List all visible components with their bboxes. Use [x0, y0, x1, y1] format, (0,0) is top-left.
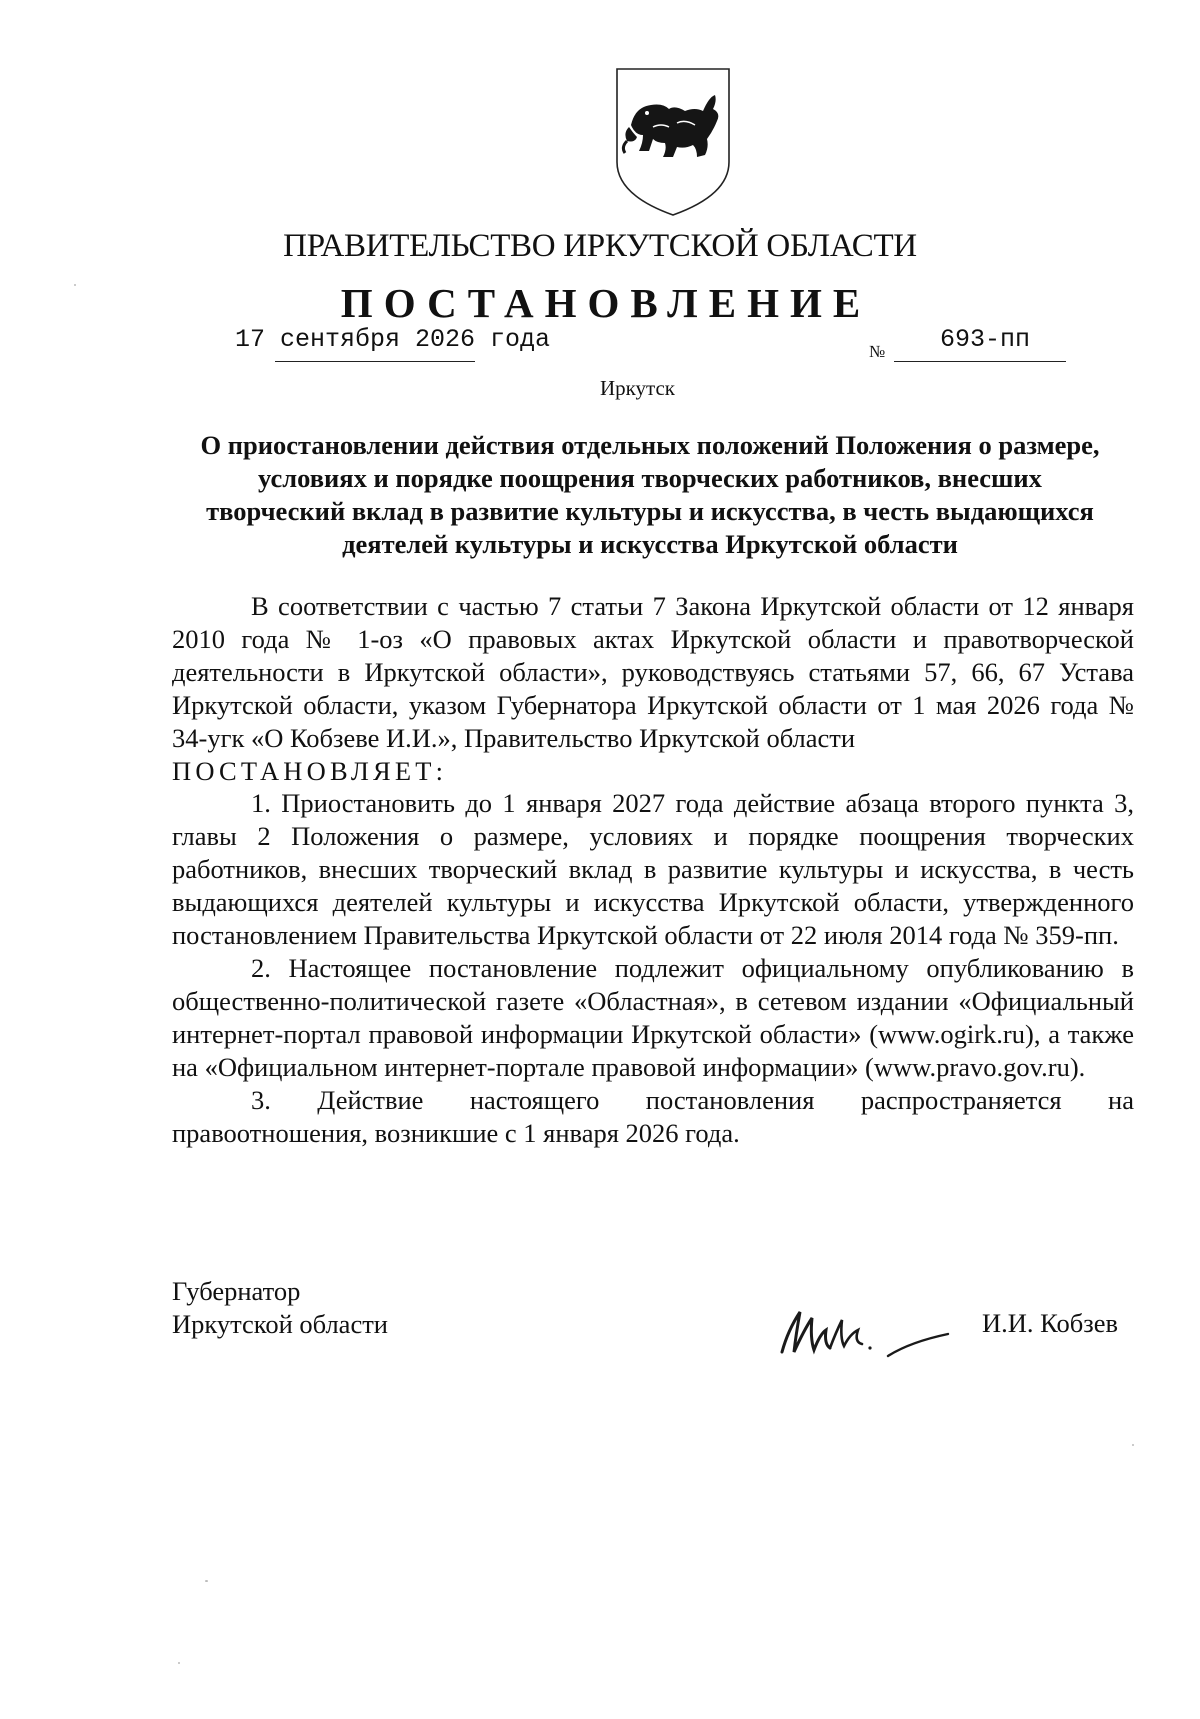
heading-line: условиях и порядке поощрения творческих работников, внесших	[258, 463, 1042, 493]
item-2-paragraph: 2. Настоящее постановление подлежит официальному опубликованию в общественно-политической газете «Областная», в сетевом издании «Официальный интернет-портал правовой информации Иркутской области» (www.ogirk.ru), а также на «Официальном интернет-портале правовой информации» (www.pravo.gov.ru).	[172, 952, 1134, 1082]
city-name: Иркутск	[599, 376, 676, 400]
decree-body	[172, 590, 1134, 1149]
preamble-paragraph: В соответствии с частью 7 статьи 7 Закона Иркутской области от 12 января 2010 года № 1-оз «О правовых актах Иркутской области и правотворческой деятельности в Иркутской области», руководствуясь статьями 57, 66, 67 Устава Иркутской области, указом Губернатора Иркутской области от 1 мая 2026 года № 34-угк «О Кобзеве И.И.», Правительство Иркутской области	[172, 591, 1134, 753]
scan-speck	[178, 1662, 180, 1664]
number-label: №	[869, 342, 886, 361]
decree-number: 693-пп	[940, 325, 1031, 354]
heading-line: деятелей культуры и искусства Иркутской области	[342, 529, 958, 559]
signatory-name: И.И. Кобзев	[982, 1308, 1118, 1338]
heading-line: творческий вклад в развитие культуры и искусства, в честь выдающихся	[206, 496, 1094, 526]
decree-date: 17 сентября 2026 года	[235, 325, 551, 354]
item-3-paragraph: 3. Действие настоящего постановления распространяется на правоотношения, возникшие с 1 января 2026 года.	[172, 1084, 1134, 1148]
decree-verb: ПОСТАНОВЛЯЕТ:	[172, 755, 448, 786]
scan-speck	[1132, 1444, 1134, 1446]
coat-of-arms-icon	[613, 67, 733, 217]
document-type-title: ПОСТАНОВЛЕНИЕ	[340, 280, 872, 326]
scan-speck	[205, 1580, 208, 1582]
scan-speck	[74, 284, 76, 286]
government-title: ПРАВИТЕЛЬСТВО ИРКУТСКОЙ ОБЛАСТИ	[283, 228, 917, 264]
position-line: Иркутской области	[172, 1309, 388, 1339]
handwritten-signature	[770, 1290, 970, 1370]
date-underline	[275, 361, 475, 362]
number-underline	[894, 361, 1066, 362]
heading-line: О приостановлении действия отдельных положений Положения о размере,	[200, 430, 1100, 460]
item-1-paragraph: 1. Приостановить до 1 января 2027 года действие абзаца второго пункта 3, главы 2 Положения о размере, условиях и порядке поощрения творческих работников, внесших творческий вклад в развитие культуры и искусства, в честь выдающихся деятелей культуры и искусства Иркутской области, утвержденного постановлением Правительства Иркутской области от 22 июля 2014 года № 359-пп.	[172, 788, 1134, 951]
decree-heading	[160, 429, 1140, 561]
position-line: Губернатор	[172, 1276, 301, 1306]
signatory-position	[172, 1275, 388, 1341]
